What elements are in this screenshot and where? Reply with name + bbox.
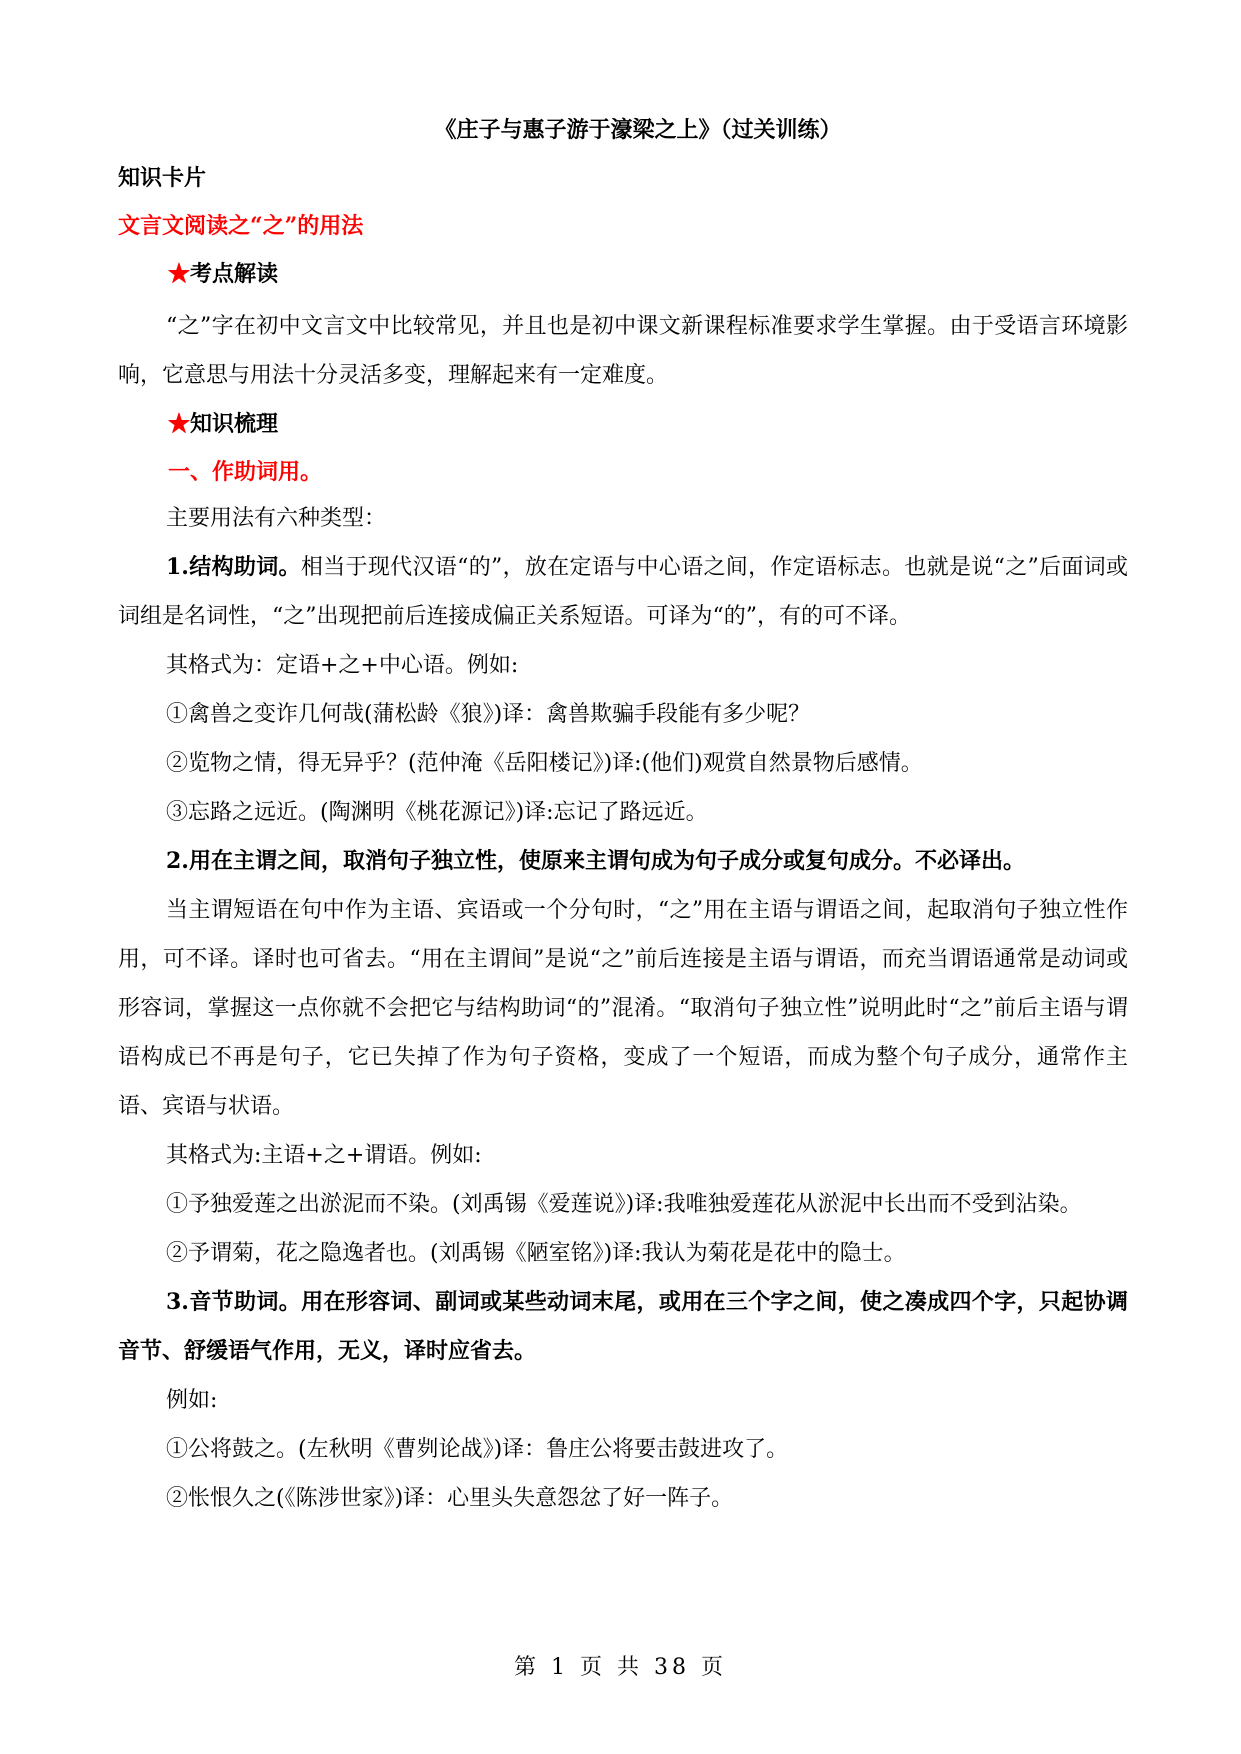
star-icon: ★ <box>168 261 191 287</box>
shuli-heading <box>118 404 1128 444</box>
document-title: 《庄子与惠子游于濠梁之上》（过关训练） <box>434 117 842 143</box>
section-title: 文言文阅读之“之”的用法 <box>118 213 364 239</box>
item2-format: 其格式为:主语+之+谓语。例如: <box>166 1143 482 1168</box>
item1-example: ②览物之情，得无异乎？(范仲淹《岳阳楼记》)译:(他们)观赏自然景物后感情。 <box>166 751 923 776</box>
card-label: 知识卡片 <box>118 165 207 191</box>
document-page <box>118 110 1128 1523</box>
item3-format: 例如: <box>166 1388 218 1413</box>
item1-lead: 1.结构助词。 <box>166 554 301 580</box>
item1-example: ①禽兽之变诈几何哉(蒲松龄《狼》)译：禽兽欺骗手段能有多少呢？ <box>166 702 811 727</box>
part-one-heading: 一、作助词用。 <box>168 459 323 485</box>
item1-paragraph <box>118 543 1128 641</box>
item1-text: 相当于现代汉语“的”，放在定语与中心语之间，作定语标志。也就是说“之”后面词或词组是名词性，“之”出现把前后连接成偏正关系短语。可译为“的”，有的可不译。 <box>118 555 1128 629</box>
item3-lead: 3.音节助词。用在形容词、副词或某些动词末尾，或用在三个字之间，使之凑成四个字，只起协调音节、舒缓语气作用，无义，译时应省去。 <box>118 1289 1128 1364</box>
part-one-intro: 主要用法有六种类型： <box>166 506 387 531</box>
kaodian-label: 考点解读 <box>190 261 279 287</box>
kaodian-heading <box>118 254 1128 294</box>
kaodian-paragraph: “之”字在初中文言文中比较常见，并且也是初中课文新课程标准要求学生掌握。由于受语言环境影响，它意思与用法十分灵活多变，理解起来有一定难度。 <box>118 314 1128 388</box>
item2-lead: 2.用在主谓之间，取消句子独立性，使原来主谓句成为句子成分或复句成分。不必译出。 <box>166 848 1025 874</box>
shuli-label: 知识梳理 <box>190 411 279 437</box>
star-icon: ★ <box>168 411 191 437</box>
item3-example: ②怅恨久之(《陈涉世家》)译：心里头失意怨忿了好一阵子。 <box>166 1486 734 1511</box>
item3-example: ①公将鼓之。(左秋明《曹刿论战》)译：鲁庄公将要击鼓进攻了。 <box>166 1437 789 1462</box>
item2-paragraph: 当主谓短语在句中作为主语、宾语或一个分句时，“之”用在主语与谓语之间，起取消句子独立性作用，可不译。译时也可省去。“用在主谓间”是说“之”前后连接是主语与谓语，而充当谓语通常是动词或形容词，掌握这一点你就不会把它与结构助词“的”混淆。“取消句子独立性”说明此时“之”前后主语与谓语构成已不再是句子，它已失掉了作为句子资格，变成了一个短语，而成为整个句子成分，通常作主语、宾语与状语。 <box>118 898 1128 1119</box>
page-number-footer: 第 1 页 共 38 页 <box>514 1655 727 1680</box>
item1-format: 其格式为：定语+之+中心语。例如: <box>166 653 519 678</box>
item1-example: ③忘路之远近。(陶渊明《桃花源记》)译:忘记了路远近。 <box>166 800 708 825</box>
item2-example: ②予谓菊，花之隐逸者也。(刘禹锡《陋室铭》)译:我认为菊花是花中的隐士。 <box>166 1241 906 1266</box>
item2-example: ①予独爱莲之出淤泥而不染。(刘禹锡《爱莲说》)译:我唯独爱莲花从淤泥中长出而不受到沾染。 <box>166 1192 1082 1217</box>
